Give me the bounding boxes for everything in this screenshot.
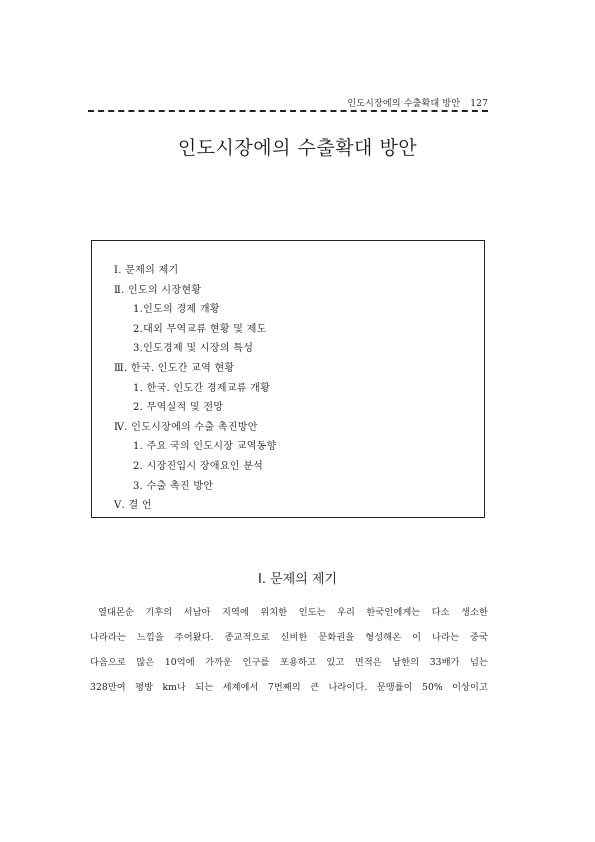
header-rule (88, 110, 488, 112)
running-header (88, 96, 488, 109)
toc-chapter: Ⅴ. 결 언 (114, 500, 152, 512)
toc-subsection: 2. 무역실적 및 전망 (133, 402, 224, 414)
page-title: 인도시장에의 수출확대 방안 (177, 137, 418, 159)
toc-chapter: Ⅲ. 한국. 인도간 교역 현황 (114, 362, 235, 374)
toc-list (114, 261, 277, 516)
body-line: 328만여 평방 km나 되는 세계에서 7번째의 큰 나라이다. 문맹률이 50% 이상이고 (90, 682, 488, 693)
body-line: 나라라는 느낌을 주어왔다. 종교적으로 신비한 문화권을 형성해온 이 나라는 중국 (90, 632, 488, 643)
table-of-contents (91, 240, 485, 518)
toc-chapter: Ⅳ. 인도시장에의 수출 촉진방안 (114, 421, 258, 433)
page-number: 127 (470, 99, 488, 109)
toc-subsection: 2.대외 무역교류 현황 및 제도 (133, 323, 267, 335)
body-line: 다음으로 많은 10억에 가까운 인구를 포용하고 있고 면적은 남한의 33배가 넘는 (90, 657, 488, 668)
toc-subsection: 3. 수출 촉진 방안 (133, 480, 214, 492)
running-title: 인도시장에의 수출확대 방안 (347, 99, 461, 109)
toc-subsection: 1. 주요 국의 인도시장 교역동향 (133, 441, 277, 453)
toc-subsection: 1. 한국. 인도간 경제교류 개황 (133, 382, 271, 394)
body-paragraph (90, 600, 488, 700)
toc-subsection: 2. 시장진입시 장애요인 분석 (133, 460, 264, 472)
toc-subsection: 3.인도경제 및 시장의 특성 (133, 343, 254, 355)
toc-chapter: Ⅱ. 인도의 시장현황 (114, 284, 202, 296)
toc-subsection: 1.인도의 경제 개황 (133, 304, 220, 316)
section-heading: Ⅰ. 문제의 제기 (257, 572, 338, 587)
toc-chapter: Ⅰ. 문제의 제기 (114, 265, 179, 276)
body-line: 열대몬순 기후의 서남아 지역에 위치한 인도는 우리 한국인에게는 다소 생소한 (98, 607, 488, 618)
